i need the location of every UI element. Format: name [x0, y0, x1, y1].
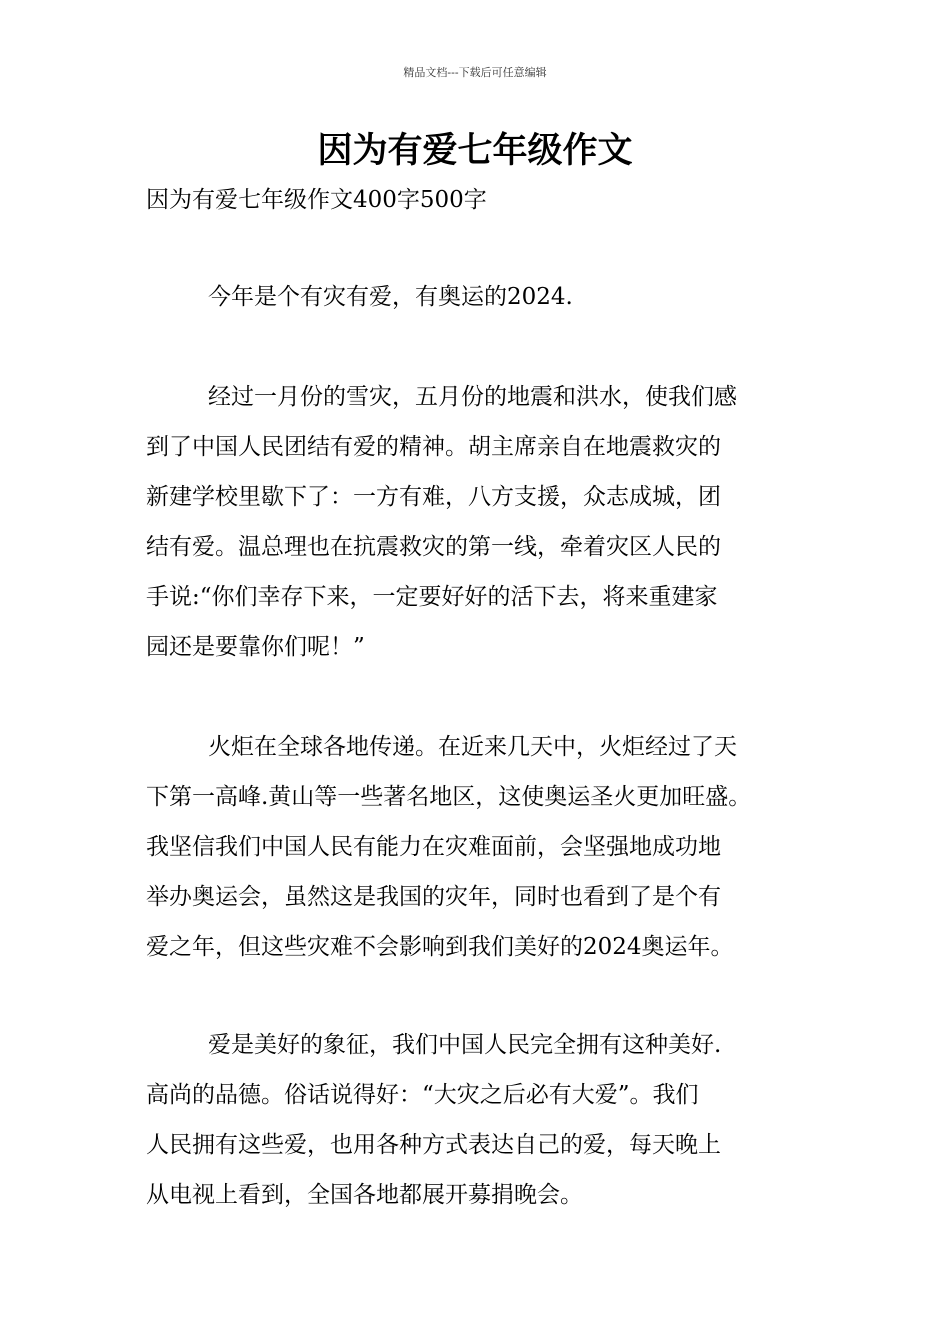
document-subtitle: 因为有爱七年级作文400字500字: [146, 187, 487, 213]
paragraph-line: 我坚信我们中国人民有能力在灾难面前，会坚强地成功地: [146, 834, 721, 860]
header-note: 精品文档---下载后可任意编辑: [403, 66, 547, 79]
paragraph-3: [146, 722, 836, 972]
paragraph-line: 从电视上看到，全国各地都展开募捐晚会。: [146, 1182, 583, 1208]
paragraph-line: 园还是要靠你们呢！”: [146, 634, 365, 660]
document-title: 因为有爱七年级作文: [317, 131, 633, 171]
paragraph-line: 爱是美好的象征，我们中国人民完全拥有这种美好.: [208, 1032, 722, 1058]
paragraph-4: [146, 1020, 836, 1220]
paragraph-2: [146, 372, 836, 672]
paragraph-line: 下第一高峰.黄山等一些著名地区，这使奥运圣火更加旺盛。: [146, 784, 752, 810]
paragraph-line: 到了中国人民团结有爱的精神。胡主席亲自在地震救灾的: [146, 434, 721, 460]
paragraph-1: [146, 272, 836, 322]
paragraph-line: 今年是个有灾有爱，有奥运的2024.: [208, 284, 573, 310]
paragraph-line: 高尚的品德。俗话说得好：“大灾之后必有大爱”。我们: [146, 1082, 699, 1108]
paragraph-line: 火炬在全球各地传递。在近来几天中，火炬经过了天: [208, 734, 737, 760]
paragraph-line: 举办奥运会，虽然这是我国的灾年，同时也看到了是个有: [146, 884, 721, 910]
paragraph-line: 新建学校里歇下了：一方有难，八方支援，众志成城，团: [146, 484, 721, 510]
paragraph-line: 爱之年，但这些灾难不会影响到我们美好的2024奥运年。: [146, 934, 734, 960]
paragraph-line: 手说:“你们幸存下来，一定要好好的活下去，将来重建家: [146, 584, 718, 610]
paragraph-line: 结有爱。温总理也在抗震救灾的第一线，牵着灾区人民的: [146, 534, 721, 560]
paragraph-line: 经过一月份的雪灾，五月份的地震和洪水，使我们感: [208, 384, 737, 410]
paragraph-line: 人民拥有这些爱，也用各种方式表达自己的爱，每天晚上: [146, 1132, 721, 1158]
